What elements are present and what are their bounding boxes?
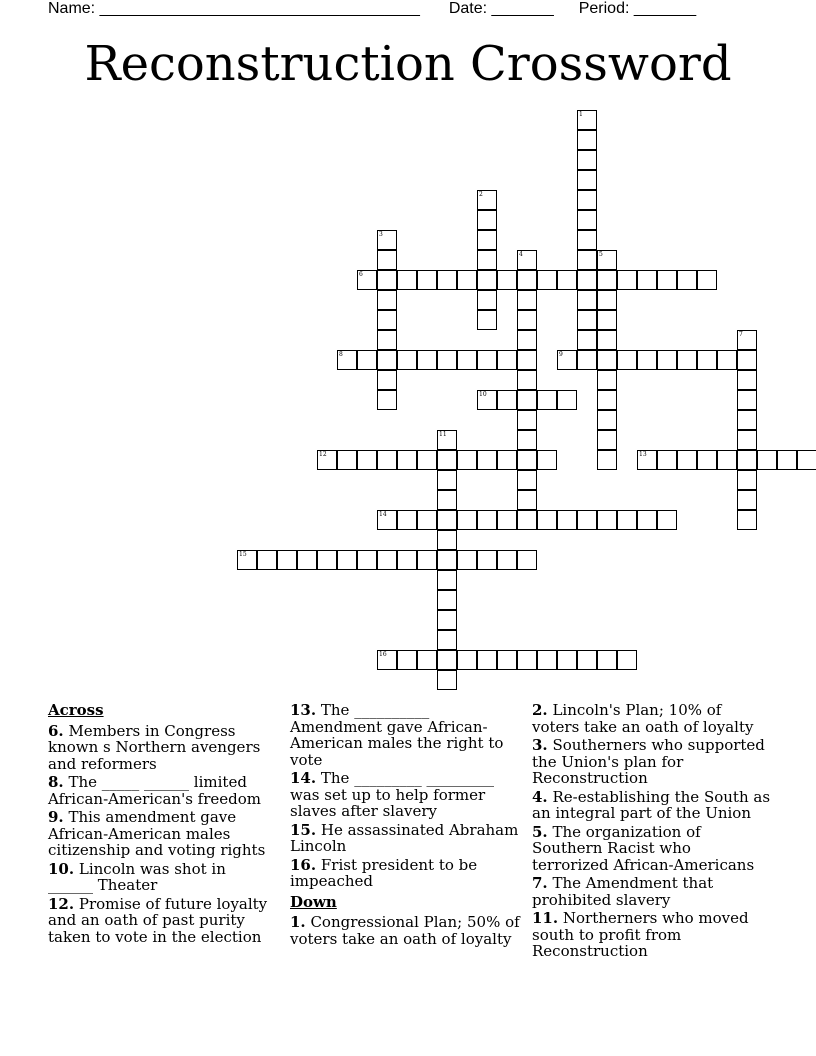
crossword-cell[interactable] xyxy=(457,270,477,290)
crossword-cell[interactable] xyxy=(677,450,697,470)
crossword-cell[interactable] xyxy=(637,270,657,290)
crossword-cell[interactable] xyxy=(357,270,377,290)
crossword-cell[interactable] xyxy=(597,370,617,390)
crossword-cell[interactable] xyxy=(577,190,597,210)
clue-across-16: 16. Frist president to be impeached xyxy=(290,855,478,890)
crossword-cell[interactable] xyxy=(537,510,557,530)
clue-number: 2 xyxy=(479,191,483,198)
clue-across-8: 8. The _____ ______ limited African-American's freedom xyxy=(48,773,261,808)
crossword-cell[interactable] xyxy=(517,350,537,370)
crossword-cell[interactable] xyxy=(437,470,457,490)
crossword-cell[interactable] xyxy=(577,270,597,290)
crossword-cell[interactable] xyxy=(437,510,457,530)
crossword-cell[interactable] xyxy=(417,450,437,470)
crossword-cell[interactable] xyxy=(737,430,757,450)
crossword-cell[interactable] xyxy=(717,350,737,370)
crossword-cell[interactable] xyxy=(517,390,537,410)
crossword-cell[interactable] xyxy=(597,330,617,350)
crossword-cell[interactable] xyxy=(477,550,497,570)
crossword-cell[interactable] xyxy=(377,330,397,350)
crossword-cell[interactable] xyxy=(677,270,697,290)
crossword-cell[interactable] xyxy=(517,270,537,290)
crossword-cell[interactable] xyxy=(457,350,477,370)
clue-across-6: 6. Members in Congress known s Northern avengers and reformers xyxy=(48,721,261,773)
crossword-cell[interactable] xyxy=(477,230,497,250)
clue-across-15: 15. He assassinated Abraham Lincoln xyxy=(290,820,519,855)
crossword-cell[interactable] xyxy=(377,290,397,310)
crossword-cell[interactable] xyxy=(557,350,577,370)
crossword-cell[interactable] xyxy=(657,450,677,470)
crossword-cell[interactable] xyxy=(297,550,317,570)
crossword-cell[interactable] xyxy=(697,270,717,290)
crossword-cell[interactable] xyxy=(477,390,497,410)
crossword-cell[interactable] xyxy=(397,550,417,570)
crossword-cell[interactable] xyxy=(517,490,537,510)
crossword-cell[interactable] xyxy=(437,630,457,650)
period-field[interactable]: Period: _______ xyxy=(578,0,697,17)
clue-down-1: 1. Congressional Plan; 50% of voters take an oath of loyalty xyxy=(290,913,520,948)
clue-number: 7 xyxy=(739,331,743,338)
clue-number: 1 xyxy=(579,111,583,118)
crossword-cell[interactable] xyxy=(657,510,677,530)
crossword-cell[interactable] xyxy=(317,450,337,470)
crossword-cell[interactable] xyxy=(517,310,537,330)
crossword-cell[interactable] xyxy=(517,250,537,270)
crossword-cell[interactable] xyxy=(517,330,537,350)
crossword-cell[interactable] xyxy=(477,350,497,370)
crossword-cell[interactable] xyxy=(437,590,457,610)
crossword-cell[interactable] xyxy=(637,510,657,530)
crossword-cell[interactable] xyxy=(457,510,477,530)
crossword-cell[interactable] xyxy=(737,390,757,410)
crossword-cell[interactable] xyxy=(537,450,557,470)
crossword-cell[interactable] xyxy=(597,290,617,310)
clue-number: 9 xyxy=(559,351,563,358)
crossword-cell[interactable] xyxy=(257,550,277,570)
crossword-cell[interactable] xyxy=(717,450,737,470)
clue-number: 16 xyxy=(379,651,387,658)
crossword-cell[interactable] xyxy=(577,110,597,130)
crossword-cell[interactable] xyxy=(477,650,497,670)
crossword-cell[interactable] xyxy=(437,350,457,370)
crossword-cell[interactable] xyxy=(437,670,457,690)
clue-across-14: 14. The _________ _________ was set up to help former slaves after slavery xyxy=(290,769,494,820)
clue-number: 3 xyxy=(379,231,383,238)
crossword-cell[interactable] xyxy=(377,510,397,530)
crossword-cell[interactable] xyxy=(457,550,477,570)
crossword-cell[interactable] xyxy=(457,450,477,470)
clue-column-3 xyxy=(532,702,772,962)
page-title: Reconstruction Crossword xyxy=(84,36,732,92)
crossword-cell[interactable] xyxy=(617,350,637,370)
crossword-cell[interactable] xyxy=(577,250,597,270)
crossword-cell[interactable] xyxy=(277,550,297,570)
clue-number: 13 xyxy=(639,451,647,458)
crossword-cell[interactable] xyxy=(497,390,517,410)
crossword-cell[interactable] xyxy=(417,650,437,670)
crossword-cell[interactable] xyxy=(737,510,757,530)
clue-column-2 xyxy=(290,702,525,949)
crossword-cell[interactable] xyxy=(577,290,597,310)
crossword-cell[interactable] xyxy=(517,370,537,390)
crossword-cell[interactable] xyxy=(577,310,597,330)
crossword-cell[interactable] xyxy=(437,490,457,510)
crossword-cell[interactable] xyxy=(577,330,597,350)
crossword-cell[interactable] xyxy=(337,550,357,570)
crossword-cell[interactable] xyxy=(697,450,717,470)
crossword-cell[interactable] xyxy=(397,510,417,530)
crossword-cell[interactable] xyxy=(377,310,397,330)
crossword-cell[interactable] xyxy=(537,270,557,290)
crossword-cell[interactable] xyxy=(237,550,257,570)
crossword-cell[interactable] xyxy=(397,350,417,370)
crossword-cell[interactable] xyxy=(557,650,577,670)
crossword-cell[interactable] xyxy=(417,550,437,570)
crossword-cell[interactable] xyxy=(737,490,757,510)
crossword-cell[interactable] xyxy=(497,550,517,570)
crossword-cell[interactable] xyxy=(597,390,617,410)
crossword-cell[interactable] xyxy=(477,270,497,290)
crossword-cell[interactable] xyxy=(397,450,417,470)
crossword-cell[interactable] xyxy=(497,650,517,670)
crossword-cell[interactable] xyxy=(517,450,537,470)
crossword-cell[interactable] xyxy=(637,450,657,470)
crossword-cell[interactable] xyxy=(517,290,537,310)
crossword-cell[interactable] xyxy=(557,270,577,290)
date-field[interactable]: Date: _______ xyxy=(448,0,554,17)
crossword-cell[interactable] xyxy=(337,350,357,370)
clue-down-4: 4. Re-establishing the South as an integral part of the Union xyxy=(532,787,771,822)
crossword-cell[interactable] xyxy=(737,330,757,350)
crossword-cell[interactable] xyxy=(477,510,497,530)
crossword-cell[interactable] xyxy=(477,210,497,230)
crossword-cell[interactable] xyxy=(437,430,457,450)
crossword-cell[interactable] xyxy=(597,510,617,530)
crossword-cell[interactable] xyxy=(597,250,617,270)
crossword-cell[interactable] xyxy=(757,450,777,470)
crossword-cell[interactable] xyxy=(597,310,617,330)
clue-number: 8 xyxy=(339,351,343,358)
crossword-cell[interactable] xyxy=(737,350,757,370)
crossword-cell[interactable] xyxy=(377,550,397,570)
crossword-cell[interactable] xyxy=(597,350,617,370)
crossword-cell[interactable] xyxy=(477,190,497,210)
clue-column-1 xyxy=(48,702,273,947)
clue-down-3: 3. Southerners who supported the Union's plan for Reconstruction xyxy=(532,736,765,787)
crossword-cell[interactable] xyxy=(417,350,437,370)
clue-down-2: 2. Lincoln's Plan; 10% of voters take an oath of loyalty xyxy=(532,701,754,736)
crossword-cell[interactable] xyxy=(477,290,497,310)
clue-number: 10 xyxy=(479,391,487,398)
crossword-cell[interactable] xyxy=(597,410,617,430)
crossword-cell[interactable] xyxy=(577,210,597,230)
crossword-cell[interactable] xyxy=(597,270,617,290)
clue-number: 12 xyxy=(319,451,327,458)
across-heading: Across xyxy=(48,701,104,719)
crossword-cell[interactable] xyxy=(377,350,397,370)
crossword-cell[interactable] xyxy=(477,450,497,470)
crossword-cell[interactable] xyxy=(337,450,357,470)
crossword-cell[interactable] xyxy=(377,390,397,410)
crossword-cell[interactable] xyxy=(577,650,597,670)
clue-number: 14 xyxy=(379,511,387,518)
clue-across-12: 12. Promise of future loyalty and an oath of past purity taken to vote in the election xyxy=(48,894,268,946)
crossword-cell[interactable] xyxy=(577,170,597,190)
crossword-cell[interactable] xyxy=(517,550,537,570)
crossword-cell[interactable] xyxy=(657,350,677,370)
crossword-cell[interactable] xyxy=(497,270,517,290)
crossword-cell[interactable] xyxy=(437,610,457,630)
crossword-cell[interactable] xyxy=(637,350,657,370)
crossword-cell[interactable] xyxy=(317,550,337,570)
crossword-cell[interactable] xyxy=(577,350,597,370)
crossword-cell[interactable] xyxy=(537,650,557,670)
crossword-cell[interactable] xyxy=(377,230,397,250)
crossword-cell[interactable] xyxy=(497,450,517,470)
name-field[interactable]: Name: ____________________________________ xyxy=(48,0,420,17)
crossword-cell[interactable] xyxy=(557,390,577,410)
clue-across-13: 13. The __________ Amendment gave African-American males the right to vote xyxy=(290,701,504,769)
crossword-cell[interactable] xyxy=(417,510,437,530)
crossword-cell[interactable] xyxy=(437,270,457,290)
clue-number: 6 xyxy=(359,271,363,278)
crossword-cell[interactable] xyxy=(557,510,577,530)
crossword-cell[interactable] xyxy=(517,510,537,530)
crossword-cell[interactable] xyxy=(497,350,517,370)
down-heading: Down xyxy=(290,892,337,911)
crossword-cell[interactable] xyxy=(357,350,377,370)
crossword-cell[interactable] xyxy=(697,350,717,370)
crossword-cell[interactable] xyxy=(437,570,457,590)
crossword-cell[interactable] xyxy=(537,390,557,410)
crossword-cell[interactable] xyxy=(397,650,417,670)
crossword-cell[interactable] xyxy=(417,270,437,290)
crossword-cell[interactable] xyxy=(737,410,757,430)
crossword-cell[interactable] xyxy=(577,230,597,250)
crossword-cell[interactable] xyxy=(677,350,697,370)
crossword-cell[interactable] xyxy=(377,270,397,290)
crossword-cell[interactable] xyxy=(597,430,617,450)
clue-down-5: 5. The organization of Southern Racist who terrorized African-Americans xyxy=(532,822,755,874)
crossword-cell[interactable] xyxy=(397,270,417,290)
crossword-cell[interactable] xyxy=(437,650,457,670)
crossword-cell[interactable] xyxy=(437,530,457,550)
crossword-cell[interactable] xyxy=(737,470,757,490)
crossword-cell[interactable] xyxy=(377,250,397,270)
crossword-cell[interactable] xyxy=(597,650,617,670)
clue-number: 15 xyxy=(239,551,247,558)
crossword-cell[interactable] xyxy=(577,510,597,530)
crossword-cell[interactable] xyxy=(617,510,637,530)
crossword-cell[interactable] xyxy=(517,430,537,450)
crossword-cell[interactable] xyxy=(357,550,377,570)
clue-number: 5 xyxy=(599,251,603,258)
crossword-cell[interactable] xyxy=(437,550,457,570)
crossword-cell[interactable] xyxy=(517,650,537,670)
crossword-cell[interactable] xyxy=(797,450,816,470)
crossword-cell[interactable] xyxy=(517,470,537,490)
crossword-cell[interactable] xyxy=(457,650,477,670)
clue-down-11: 11. Northerners who moved south to profit from Reconstruction xyxy=(532,909,749,960)
crossword-cell[interactable] xyxy=(497,510,517,530)
crossword-cell[interactable] xyxy=(777,450,797,470)
crossword-cell[interactable] xyxy=(377,450,397,470)
crossword-cell[interactable] xyxy=(377,370,397,390)
crossword-cell[interactable] xyxy=(737,450,757,470)
clue-down-7: 7. The Amendment that prohibited slavery xyxy=(532,874,714,909)
clue-number: 4 xyxy=(519,251,523,258)
clue-across-9: 9. This amendment gave African-American males citizenship and voting rights xyxy=(48,808,266,859)
crossword-cell[interactable] xyxy=(617,270,637,290)
crossword-cell[interactable] xyxy=(477,250,497,270)
crossword-cell[interactable] xyxy=(657,270,677,290)
clue-across-10: 10. Lincoln was shot in ______ Theater xyxy=(48,859,226,894)
crossword-cell[interactable] xyxy=(577,130,597,150)
crossword-cell[interactable] xyxy=(597,450,617,470)
crossword-cell[interactable] xyxy=(437,450,457,470)
crossword-cell[interactable] xyxy=(617,650,637,670)
clue-number: 11 xyxy=(439,431,447,438)
crossword-cell[interactable] xyxy=(577,150,597,170)
crossword-cell[interactable] xyxy=(377,650,397,670)
crossword-cell[interactable] xyxy=(737,370,757,390)
crossword-cell[interactable] xyxy=(477,310,497,330)
crossword-cell[interactable] xyxy=(357,450,377,470)
crossword-cell[interactable] xyxy=(517,410,537,430)
